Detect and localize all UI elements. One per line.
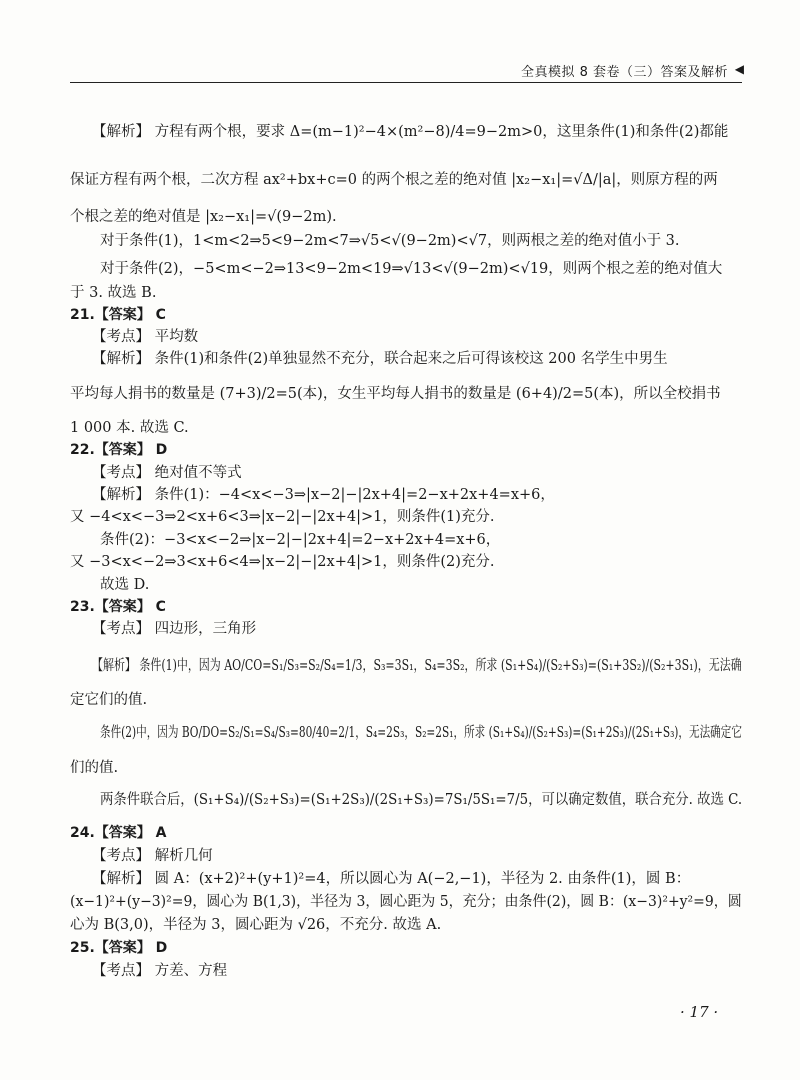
page-header [70, 58, 742, 83]
text-line: 【考点】 四边形，三角形 [92, 621, 257, 637]
text-line: 对于条件(2)，−5<m<−2⇒13<9−2m<19⇒√13<√(9−2m)<√19，则两个根之差的绝对值大 [100, 261, 723, 277]
text-line: 【解析】 条件(1)：−4<x<−3⇒|x−2|−|2x+4|=2−x+2x+4=x+6， [92, 487, 555, 503]
text-line: 对于条件(1)，1<m<2⇒5<9−2m<7⇒√5<√(9−2m)<√7，则两根之差的绝对值小于 3. [100, 233, 680, 249]
answer-heading: 24.【答案】 A [70, 825, 167, 841]
text-line: 心为 B(3,0)，半径为 3，圆心距为 √26，不充分. 故选 A. [70, 917, 442, 933]
answer-heading: 21.【答案】 C [70, 307, 166, 323]
text-line: 【解析】 圆 A：(x+2)²+(y+1)²=4，所以圆心为 A(−2,−1)，半径为 2. 由条件(1)，圆 B： [92, 871, 691, 887]
answer-heading: 23.【答案】 C [70, 599, 166, 615]
text-line: 保证方程有两个根，二次方程 ax²+bx+c=0 的两个根之差的绝对值 |x₂−x₁|=√Δ/|a|，则原方程的两 [70, 172, 718, 188]
text-line: 【考点】 解析几何 [92, 848, 213, 864]
text-line: 们的值. [70, 760, 119, 776]
text-line: 【解析】 条件(1)中，因为 AO/CO=S₁/S₃=S₂/S₄=1/3，S₃=3S₁，S₄=3S₂，所求 (S₁+S₄)/(S₂+S₃)=(S₁+3S₂)/(S₂+3S₁)，无法确 [92, 658, 742, 674]
text-line: 条件(2)中，因为 BO/DO=S₂/S₁=S₄/S₃=80/40=2/1，S₄=2S₃，S₂=2S₁，所求 (S₁+S₄)/(S₂+S₃)=(S₁+2S₃)/(2S₁+S₃)，无法确定它 [100, 725, 742, 741]
text-line: 定它们的值. [70, 692, 148, 708]
header-title: 全真模拟 8 套卷（三）答案及解析 [520, 65, 728, 80]
text-line: (x−1)²+(y−3)²=9，圆心为 B(1,3)，半径为 3，圆心距为 5，充分；由条件(2)，圆 B：(x−3)²+y²=9，圆 [70, 894, 742, 910]
text-line: 【解析】 方程有两个根，要求 Δ=(m−1)²−4×(m²−8)/4=9−2m>0，这里条件(1)和条件(2)都能 [92, 124, 729, 140]
text-line: 又 −3<x<−2⇒3<x+6<4⇒|x−2|−|2x+4|>1，则条件(2)充分. [70, 554, 495, 570]
triangle-left-icon: ◀ [734, 62, 744, 76]
text-line: 【解析】 条件(1)和条件(2)单独显然不充分，联合起来之后可得该校这 200 名学生中男生 [92, 351, 668, 367]
text-line: 故选 D. [100, 577, 150, 593]
text-line: 又 −4<x<−3⇒2<x+6<3⇒|x−2|−|2x+4|>1，则条件(1)充分. [70, 509, 495, 525]
text-line: 1 000 本. 故选 C. [70, 420, 189, 436]
page-number: · 17 · [680, 1003, 719, 1021]
text-line: 平均每人捐书的数量是 (7+3)/2=5(本)，女生平均每人捐书的数量是 (6+4)/2=5(本)，所以全校捐书 [70, 386, 721, 402]
text-line: 两条件联合后，(S₁+S₄)/(S₂+S₃)=(S₁+2S₃)/(2S₁+S₃)=7S₁/5S₁=7/5，可以确定数值，联合充分. 故选 C. [100, 792, 743, 808]
text-line: 条件(2)：−3<x<−2⇒|x−2|−|2x+4|=2−x+2x+4=x+6， [100, 532, 501, 548]
text-line: 个根之差的绝对值是 |x₂−x₁|=√(9−2m). [70, 209, 337, 225]
answer-heading: 25.【答案】 D [70, 940, 168, 956]
answer-heading: 22.【答案】 D [70, 442, 168, 458]
text-line: 【考点】 方差、方程 [92, 963, 228, 979]
text-line: 【考点】 绝对值不等式 [92, 465, 242, 481]
text-line: 于 3. 故选 B. [70, 285, 157, 301]
text-line: 【考点】 平均数 [92, 329, 199, 345]
